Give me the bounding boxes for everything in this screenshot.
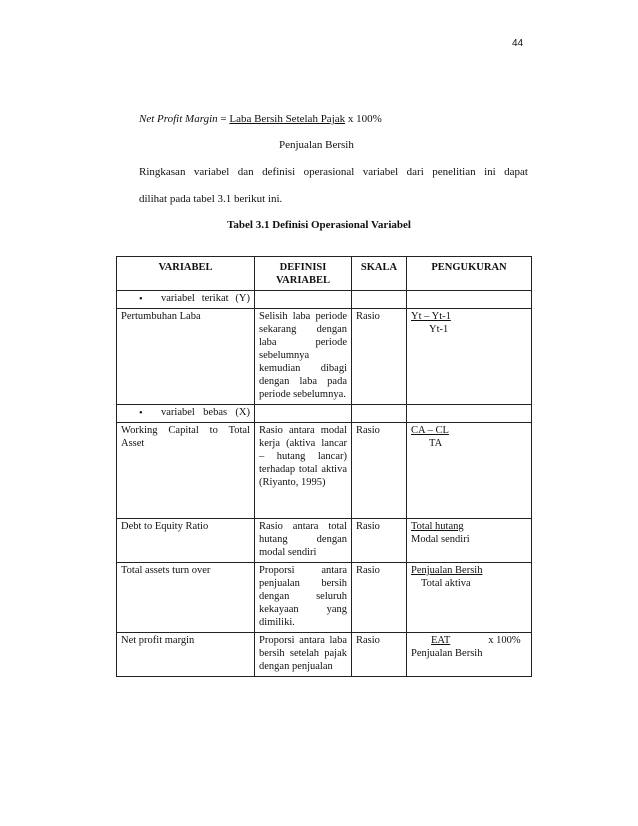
header-definisi: DEFINISI VARIABEL — [255, 257, 352, 291]
empty-cell — [255, 291, 352, 309]
page-number: 44 — [512, 38, 524, 49]
cell-variabel: Total assets turn over — [117, 563, 255, 633]
pengukuran-numerator: Total hutang — [411, 521, 464, 532]
empty-cell — [352, 405, 407, 423]
pengukuran-denominator: Total aktiva — [421, 578, 471, 589]
formula-numerator: Laba Bersih Setelah Pajak — [229, 113, 346, 125]
paragraph-line-2: dilihat pada tabel 3.1 berikut ini. — [139, 193, 283, 205]
bullet-icon: • — [139, 408, 143, 419]
cell-skala: Rasio — [352, 423, 407, 519]
section-label-independent — [117, 405, 255, 423]
formula-multiplier: x 100% — [347, 113, 382, 125]
pengukuran-denominator: Modal sendiri — [411, 534, 470, 545]
cell-variabel: Working Capital to Total Asset — [117, 423, 255, 519]
cell-skala: Rasio — [352, 309, 407, 405]
cell-definisi: Rasio antara total hutang dengan modal sendiri — [255, 519, 352, 563]
section-text-dependent: variabel terikat (Y) — [161, 293, 250, 304]
table-row — [117, 519, 532, 563]
pengukuran-denominator: TA — [429, 438, 443, 449]
cell-definisi: Proporsi antara laba bersih setelah pajak dengan penjualan — [255, 633, 352, 677]
pengukuran-numerator: Penjualan Bersih — [411, 565, 483, 576]
cell-skala: Rasio — [352, 519, 407, 563]
formula-denominator: Penjualan Bersih — [279, 139, 354, 151]
cell-variabel: Debt to Equity Ratio — [117, 519, 255, 563]
cell-pengukuran — [407, 423, 532, 519]
cell-pengukuran — [407, 519, 532, 563]
table-header-row — [117, 257, 532, 291]
cell-variabel: Net profit margin — [117, 633, 255, 677]
empty-cell — [407, 291, 532, 309]
formula-equals: = — [220, 113, 227, 125]
table-row — [117, 563, 532, 633]
cell-pengukuran — [407, 633, 532, 677]
cell-pengukuran — [407, 309, 532, 405]
section-text-independent: variabel bebas (X) — [161, 407, 250, 418]
pengukuran-denominator: Yt-1 — [429, 324, 449, 335]
pengukuran-numerator: CA – CL — [411, 425, 449, 436]
table-row — [117, 309, 532, 405]
section-row-dependent — [117, 291, 532, 309]
table-row — [117, 633, 532, 677]
table-title: Tabel 3.1 Definisi Operasional Variabel — [227, 219, 411, 231]
bullet-icon: • — [139, 294, 143, 305]
pengukuran-numerator: Yt – Yt-1 — [411, 311, 451, 322]
cell-skala: Rasio — [352, 563, 407, 633]
pengukuran-denominator: Penjualan Bersih — [411, 648, 483, 659]
formula-lhs: Net Profit Margin — [139, 113, 218, 125]
pengukuran-multiplier: x 100% — [488, 635, 521, 646]
empty-cell — [255, 405, 352, 423]
empty-cell — [407, 405, 532, 423]
cell-variabel: Pertumbuhan Laba — [117, 309, 255, 405]
table-row — [117, 423, 532, 519]
paragraph-line-1: Ringkasan variabel dan definisi operasional variabel dari penelitian ini dapat — [139, 166, 528, 178]
net-profit-margin-formula — [139, 113, 382, 125]
cell-definisi: Rasio antara modal kerja (aktiva lancar – hutang lancar) terhadap total aktiva (Riyanto, 1995) — [255, 423, 352, 519]
empty-cell — [352, 291, 407, 309]
pengukuran-numerator: EAT — [431, 635, 451, 646]
cell-definisi: Proporsi antara penjualan bersih dengan seluruh kekayaan yang dimiliki. — [255, 563, 352, 633]
section-row-independent — [117, 405, 532, 423]
section-label-dependent — [117, 291, 255, 309]
cell-skala: Rasio — [352, 633, 407, 677]
pengukuran-numerator-line — [411, 634, 527, 647]
cell-definisi: Selisih laba periode sekarang dengan laba periode sebelumnya kemudian dibagi dengan laba pada periode sebelumnya. — [255, 309, 352, 405]
definition-table — [116, 256, 532, 677]
cell-pengukuran — [407, 563, 532, 633]
header-variabel: VARIABEL — [117, 257, 255, 291]
header-skala: SKALA — [352, 257, 407, 291]
header-pengukuran: PENGUKURAN — [407, 257, 532, 291]
